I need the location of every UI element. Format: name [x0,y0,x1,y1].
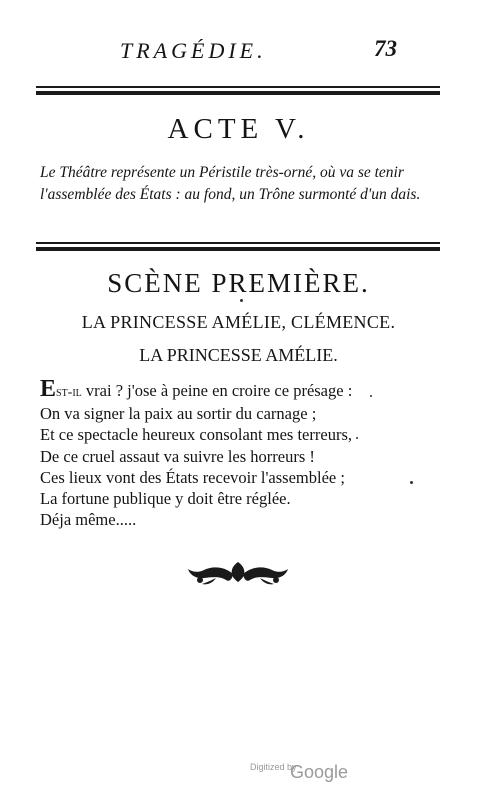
small-caps-lead: st-il [56,385,82,400]
verse-line: Déja même..... [40,510,137,530]
page-number: 73 [374,36,397,61]
running-title: TRAGÉDIE. [120,38,267,63]
speaker-name: LA PRINCESSE AMÉLIE. [139,345,338,365]
header-rule [36,86,440,95]
running-head [0,36,477,72]
print-speck [370,395,372,397]
verse-line: La fortune publique y doit être réglée. [40,489,291,509]
scene-divider-rule [36,242,440,251]
verse-line [40,376,450,403]
verse-line: De ce cruel assaut va suivre les horreurs ! [40,446,315,466]
scene-characters: LA PRINCESSE AMÉLIE, CLÉMENCE. [81,312,396,332]
google-logo: Google [290,762,349,782]
floral-ornament-icon [186,558,290,586]
stage-direction: Le Théâtre représente un Péristile très-orné, où va se tenir l'assemblée des États : au fond, un Trône surmonté d'un dais. [40,164,421,203]
scene-title: SCÈNE PREMIÈRE. [107,268,370,298]
drop-cap: E [40,376,57,402]
verse-block [40,376,450,530]
verse-line: Et ce spectacle heureux consolant mes terreurs, [40,425,352,445]
print-speck [410,481,413,484]
digitized-label: Digitized by [250,762,297,772]
verse-line: Ces lieux vont des États recevoir l'assemblée ; [40,467,345,487]
verse-line-text: vrai ? j'ose à peine en croire ce présage : [81,381,353,400]
print-speck [356,437,358,439]
act-title: ACTE V. [167,113,310,145]
print-speck [240,299,243,302]
verse-line: On va signer la paix au sortir du carnage ; [40,404,317,424]
